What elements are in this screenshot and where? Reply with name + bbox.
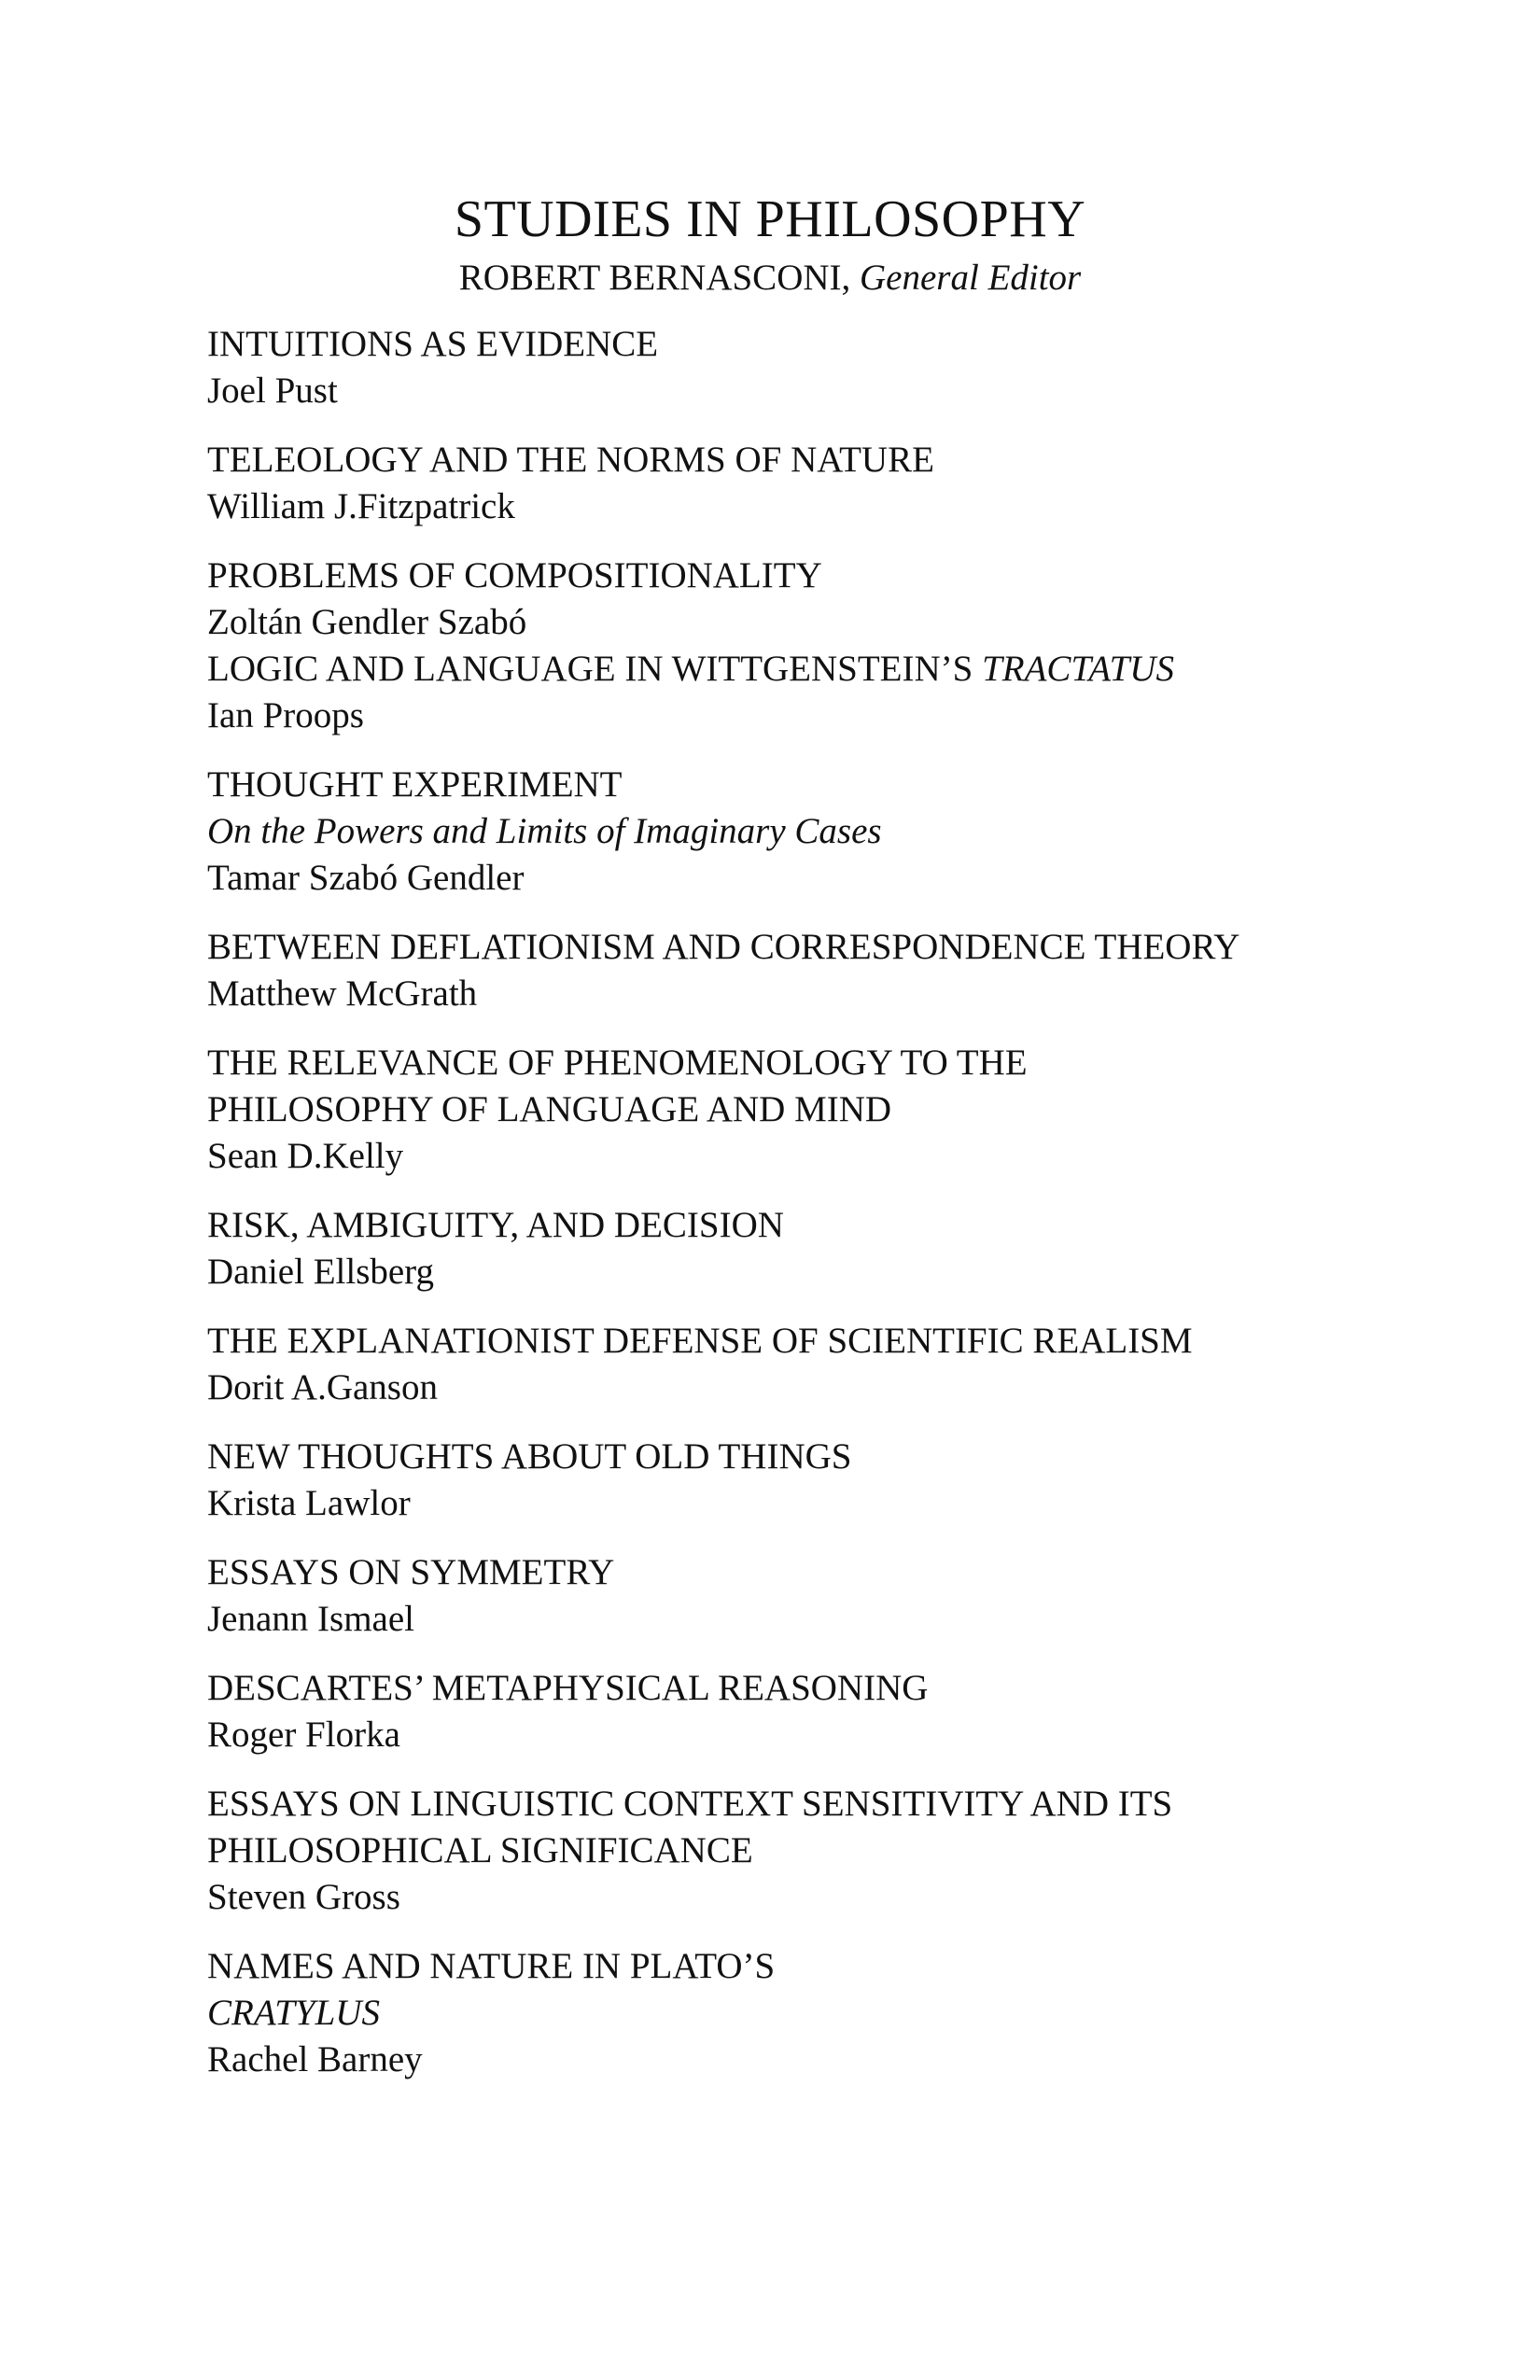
list-item bbox=[207, 1549, 1374, 1643]
book-author: Rachel Barney bbox=[207, 2039, 423, 2079]
book-title: BETWEEN DEFLATIONISM AND CORRESPONDENCE THEORY bbox=[207, 927, 1240, 967]
book-title-italic: CRATYLUS bbox=[207, 1993, 380, 2033]
book-author: Daniel Ellsberg bbox=[207, 1252, 434, 1292]
book-author: Roger Florka bbox=[207, 1715, 400, 1755]
list-item bbox=[207, 1781, 1374, 1921]
series-title: STUDIES IN PHILOSOPHY bbox=[454, 190, 1086, 248]
list-item bbox=[207, 762, 1374, 902]
book-subtitle: On the Powers and Limits of Imaginary Cases bbox=[207, 811, 882, 851]
list-item bbox=[207, 1202, 1374, 1295]
list-item bbox=[207, 924, 1374, 1017]
book-title-line-2: PHILOSOPHY OF LANGUAGE AND MIND bbox=[207, 1089, 892, 1129]
book-author: Steven Gross bbox=[207, 1877, 400, 1917]
book-author: Dorit A.Ganson bbox=[207, 1367, 438, 1407]
book-author: Krista Lawlor bbox=[207, 1483, 411, 1523]
list-item bbox=[207, 1434, 1374, 1527]
book-title: THE EXPLANATIONIST DEFENSE OF SCIENTIFIC REALISM bbox=[207, 1321, 1193, 1361]
list-item bbox=[207, 1318, 1374, 1411]
book-title-italic: TRACTATUS bbox=[982, 649, 1174, 689]
editor-name: ROBERT BERNASCONI, bbox=[458, 258, 851, 298]
list-item bbox=[207, 646, 1374, 739]
book-author: Matthew McGrath bbox=[207, 973, 478, 1014]
book-title: NEW THOUGHTS ABOUT OLD THINGS bbox=[207, 1436, 852, 1477]
list-item bbox=[207, 1040, 1374, 1180]
list-item bbox=[207, 1943, 1374, 2083]
book-list bbox=[207, 321, 1374, 2083]
book-title: RISK, AMBIGUITY, AND DECISION bbox=[207, 1205, 784, 1245]
book-title-line-1: NAMES AND NATURE IN PLATO’S bbox=[207, 1946, 776, 1986]
book-author: Joel Pust bbox=[207, 371, 338, 411]
book-title: TELEOLOGY AND THE NORMS OF NATURE bbox=[207, 440, 934, 480]
book-author: William J.Fitzpatrick bbox=[207, 486, 515, 526]
book-author: Sean D.Kelly bbox=[207, 1136, 404, 1176]
book-title-prefix: LOGIC AND LANGUAGE IN WITTGENSTEIN’S bbox=[207, 649, 973, 689]
book-title: THOUGHT EXPERIMENT bbox=[207, 764, 623, 805]
book-title-line-1: ESSAYS ON LINGUISTIC CONTEXT SENSITIVITY AND ITS bbox=[207, 1784, 1173, 1824]
book-title-line-1: THE RELEVANCE OF PHENOMENOLOGY TO THE bbox=[207, 1043, 1028, 1083]
editor-role: General Editor bbox=[860, 258, 1082, 298]
book-title: ESSAYS ON SYMMETRY bbox=[207, 1552, 615, 1592]
book-author: Jenann Ismael bbox=[207, 1599, 415, 1639]
list-item bbox=[207, 1665, 1374, 1758]
list-item bbox=[207, 321, 1374, 414]
book-title bbox=[207, 646, 1374, 693]
book-title: PROBLEMS OF COMPOSITIONALITY bbox=[207, 555, 822, 595]
book-author: Tamar Szabó Gendler bbox=[207, 858, 525, 898]
book-title-line-2: PHILOSOPHICAL SIGNIFICANCE bbox=[207, 1830, 753, 1870]
book-title: DESCARTES’ METAPHYSICAL REASONING bbox=[207, 1668, 929, 1708]
book-author: Ian Proops bbox=[207, 695, 364, 735]
book-title: INTUITIONS AS EVIDENCE bbox=[207, 324, 659, 364]
list-item bbox=[207, 553, 1374, 646]
list-item bbox=[207, 437, 1374, 530]
general-editor-line bbox=[0, 255, 1540, 301]
book-author: Zoltán Gendler Szabó bbox=[207, 602, 527, 642]
